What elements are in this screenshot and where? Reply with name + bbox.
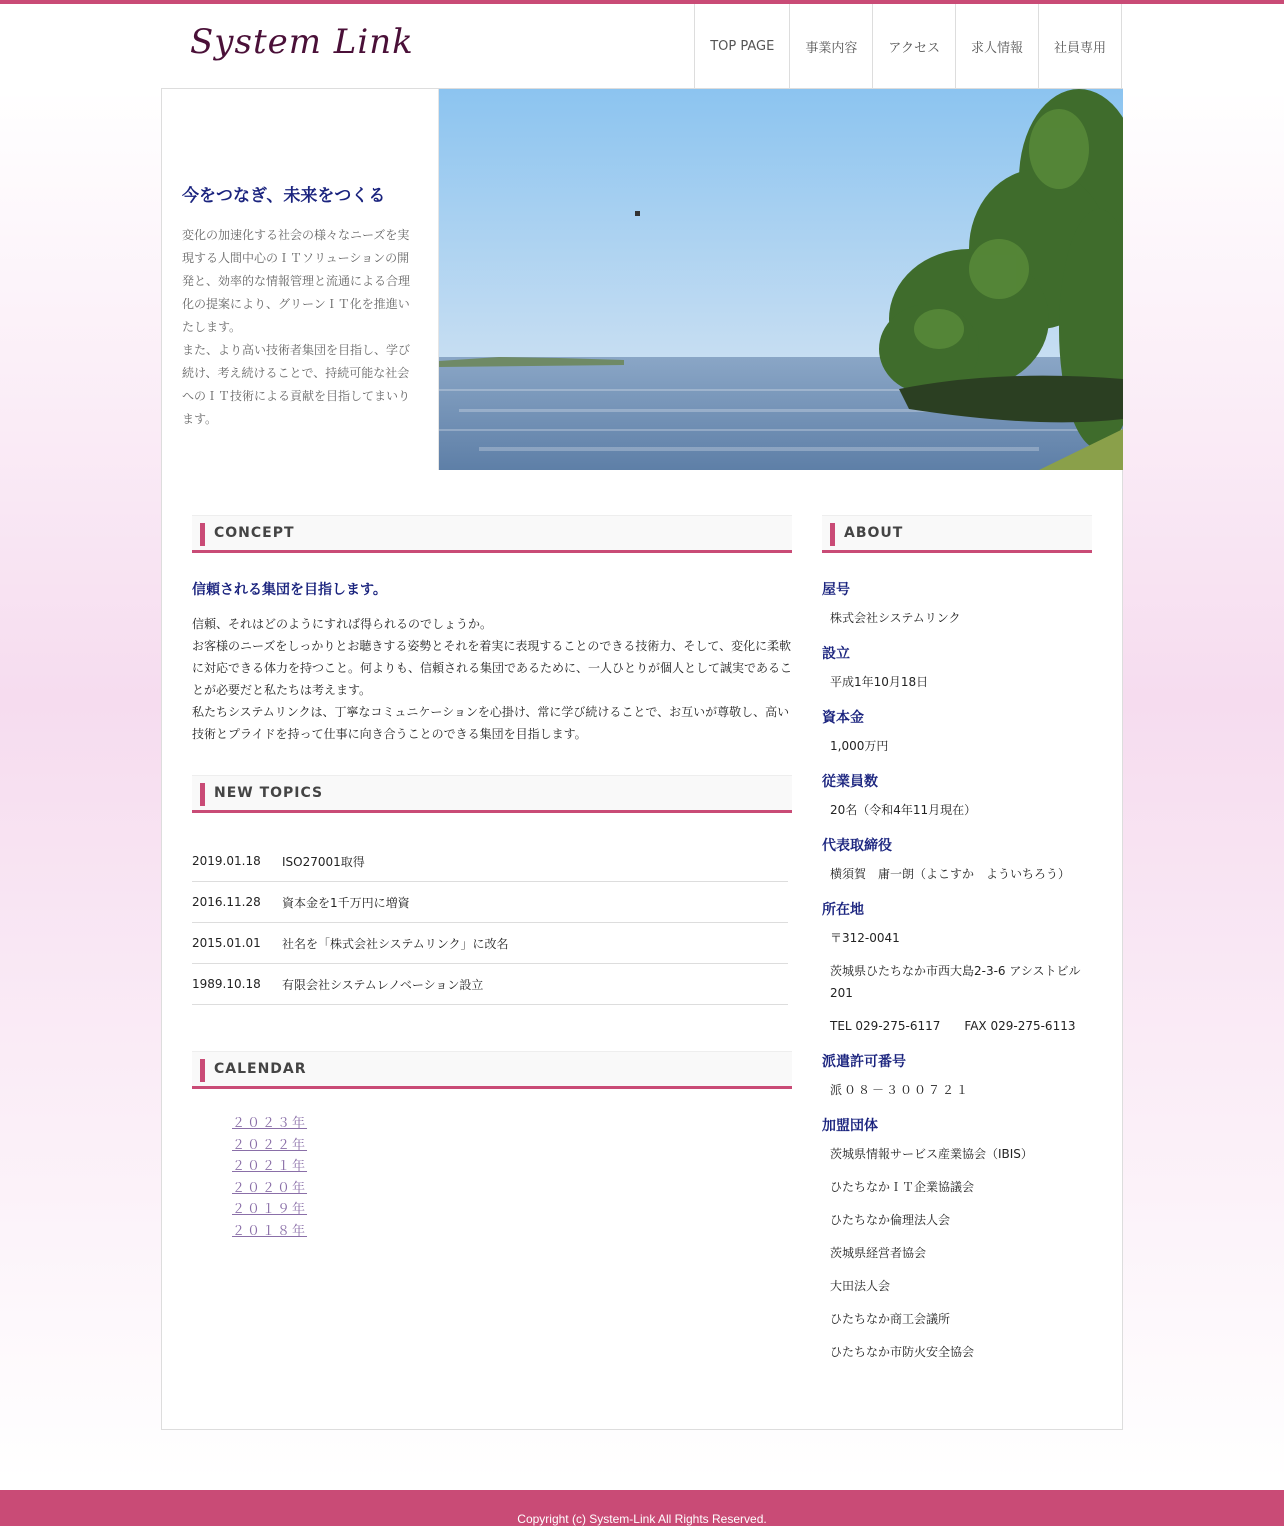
calendar-year-link[interactable]: ２０１９年 — [232, 1202, 308, 1217]
topic-row — [192, 964, 788, 1005]
about-label-company-name: 屋号 — [822, 582, 850, 598]
hero-title: 今をつなぎ、未来をつくる — [182, 186, 386, 206]
about-heading: ABOUT — [822, 515, 1092, 553]
about-value: ひたちなか倫理法人会 — [830, 1213, 951, 1227]
calendar-year-link[interactable]: ２０２３年 — [232, 1116, 308, 1131]
concept-title: 信頼される集団を目指します。 — [192, 582, 387, 598]
topic-date: 2016.11.28 — [192, 895, 261, 909]
about-label-memberships: 加盟団体 — [822, 1118, 878, 1134]
nav-top-page[interactable]: TOP PAGE — [695, 4, 790, 88]
about-label-capital: 資本金 — [822, 710, 864, 726]
topic-date: 1989.10.18 — [192, 977, 261, 991]
concept-body: 信頼、それはどのようにすれば得られるのでしょうか。 お客様のニーズをしっかりとお聴きする姿勢とそれを着実に表現することのできる技術力、そして、変化に柔軟に対応できる体力を持つこと。何よりも、信頼される集団であるために、一人ひとりが個人として誠実であることが必要だと私たちは考えます。 私たちシステムリンクは、丁寧なコミュニケーションを心掛け、常に学び続けることで、お互いが尊敬し、高い技術とプライドを持って仕事に向き合うことのできる集団を目指します。 — [192, 617, 793, 741]
nav-access[interactable]: アクセス — [873, 4, 956, 88]
calendar-year-link[interactable]: ２０１８年 — [232, 1223, 308, 1239]
hero-photo-mangrove-sea — [439, 89, 1123, 470]
about-value: 横須賀 庸一朗（よこすか よういちろう） — [830, 867, 1071, 881]
topics-section — [192, 775, 792, 1005]
nav-staff-only[interactable]: 社員専用 — [1039, 4, 1122, 88]
topic-row — [192, 882, 788, 923]
about-label-representative: 代表取締役 — [822, 838, 892, 854]
nav-business[interactable]: 事業内容 — [790, 4, 873, 88]
topic-date: 2015.01.01 — [192, 936, 261, 950]
about-label-employees: 従業員数 — [822, 774, 878, 790]
about-label-established: 設立 — [822, 646, 850, 662]
about-value: 平成1年10月18日 — [830, 675, 929, 689]
about-value: 派０８－３００７２１ — [830, 1083, 971, 1097]
topic-text: 有限会社システムレノベーション設立 — [282, 977, 484, 992]
topic-text: ISO27001取得 — [282, 854, 365, 869]
topics-heading: NEW TOPICS — [192, 775, 792, 813]
left-column — [192, 515, 792, 1242]
about-label-address: 所在地 — [822, 902, 864, 918]
about-value: 20名（令和4年11月現在） — [830, 803, 977, 817]
right-column — [822, 515, 1092, 1363]
topic-text: 資本金を1千万円に増資 — [282, 895, 410, 910]
about-value: ひたちなかＩＴ企業協議会 — [830, 1180, 975, 1194]
site-footer — [0, 1490, 1284, 1526]
topic-date: 2019.01.18 — [192, 854, 261, 868]
topic-row — [192, 841, 788, 882]
site-header — [162, 4, 1122, 88]
nav-recruit[interactable]: 求人情報 — [956, 4, 1039, 88]
about-label-dispatch-license: 派遣許可番号 — [822, 1054, 906, 1070]
about-value: ひたちなか商工会議所 — [830, 1312, 951, 1326]
topic-text: 社名を「株式会社システムリンク」に改名 — [282, 936, 509, 951]
about-value: 茨城県ひたちなか市西大島2-3-6 アシストビル201 — [830, 964, 1081, 1000]
calendar-year-link[interactable]: ２０２１年 — [232, 1159, 308, 1174]
about-value: ひたちなか市防火安全協会 — [830, 1345, 975, 1359]
topic-row — [192, 923, 788, 964]
topics-list — [192, 841, 788, 1005]
calendar-section — [192, 1051, 792, 1242]
site-logo[interactable]: System Link — [190, 22, 414, 62]
about-value: 1,000万円 — [830, 739, 889, 753]
about-value: 〒312-0041 — [830, 931, 900, 945]
main-content — [161, 88, 1123, 1430]
calendar-heading: CALENDAR — [192, 1051, 792, 1089]
calendar-year-link[interactable]: ２０２０年 — [232, 1180, 308, 1196]
main-nav — [694, 4, 1122, 88]
about-value: 茨城県経営者協会 — [830, 1246, 927, 1260]
hero-text-panel — [162, 89, 439, 470]
about-value: TEL 029-275-6117 FAX 029-275-6113 — [830, 1019, 1076, 1033]
hero-body: 変化の加速化する社会の様々なニーズを実現する人間中心のＩＴソリューションの開発と、効率的な情報管理と流通による合理化の提案により、グリーンＩＴ化を推進いたします。 また、より高い技術者集団を目指し、学び続け、考え続けることで、持続可能な社会へのＩＴ技術による貢献を目指してまいります。 — [182, 228, 411, 426]
about-value: 株式会社システムリンク — [830, 611, 961, 625]
about-value: 茨城県情報サービス産業協会（IBIS） — [830, 1147, 1033, 1161]
concept-heading: CONCEPT — [192, 515, 792, 553]
copyright-text: Copyright (c) System-Link All Rights Reserved. — [517, 1512, 767, 1526]
about-value: 大田法人会 — [830, 1279, 891, 1293]
calendar-year-list — [192, 1113, 792, 1242]
calendar-year-link[interactable]: ２０２２年 — [232, 1137, 308, 1153]
